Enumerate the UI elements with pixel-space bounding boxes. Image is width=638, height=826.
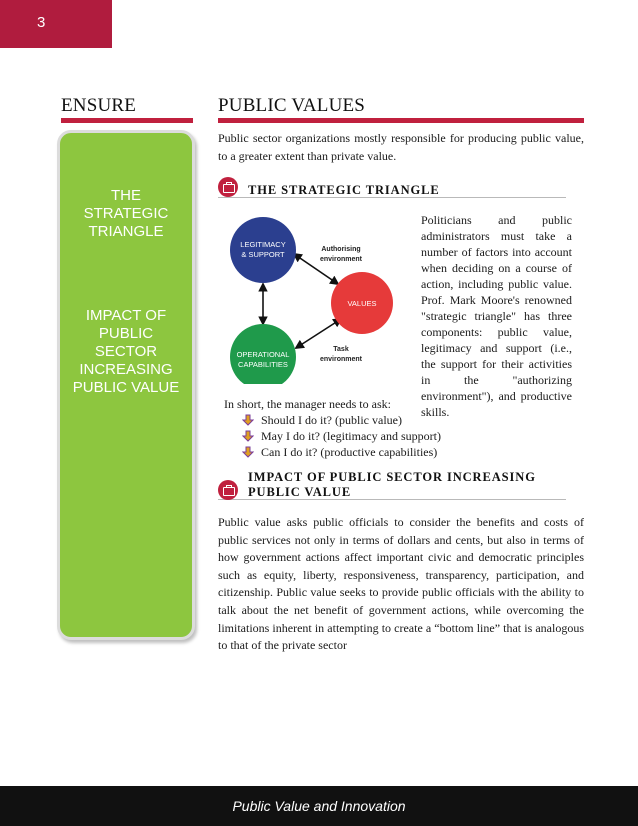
sidebar-item-line: IMPACT OF [85, 307, 167, 324]
sidebar-item-line: SECTOR [94, 343, 158, 360]
values-label: VALUES [347, 299, 377, 308]
task-environment-label: environment [319, 356, 363, 363]
task-arrow [296, 319, 341, 348]
legitimacy-label: LEGITIMACY [240, 240, 286, 249]
section-header-strategic-triangle [218, 176, 566, 198]
section-title-line: IMPACT OF PUBLIC SECTOR INCREASING [248, 470, 536, 484]
section-title: THE STRATEGIC TRIANGLE [248, 183, 440, 197]
list-item [242, 444, 441, 460]
section-title [248, 470, 536, 500]
sidebar-item-line: PUBLIC [98, 325, 154, 342]
page-title: PUBLIC VALUES [218, 95, 366, 116]
sidebar-item-strategic-triangle [60, 187, 192, 241]
sidebar-panel [57, 130, 195, 640]
impact-paragraph: Public value asks public officials to consider the benefits and costs of public services not only in terms of dollars and cents, but also in terms of how government actions affect important civic and democratic principles such as equity, liberty, responsiveness, transparency, participation, and citizenship. Public value seeks to provide public officials with the ability to talk about the net benefit of government actions, while overcoming the limitations inherent in attempting to create a “bottom line” that is analogous to that of the private sector [218, 515, 584, 653]
legitimacy-label: & SUPPORT [241, 250, 285, 259]
arrow-bullet-icon [242, 414, 254, 426]
section-title-line: PUBLIC VALUE [248, 485, 352, 499]
manager-intro: In short, the manager needs to ask: [224, 397, 391, 411]
task-environment-label: Task [333, 346, 349, 353]
operational-label: OPERATIONAL [236, 350, 290, 359]
page-number-tab [0, 0, 112, 48]
page-number: 3 [37, 14, 46, 31]
manager-questions-list [242, 412, 441, 460]
footer-bar [0, 786, 638, 826]
strategic-triangle-diagram [226, 214, 396, 384]
left-heading: ENSURE [61, 95, 137, 116]
authorising-environment-label: Authorising [321, 246, 361, 253]
operational-label: CAPABILITIES [238, 360, 288, 369]
list-item [242, 428, 441, 444]
sidebar-item-line: TRIANGLE [88, 223, 164, 240]
sidebar-item-line: STRATEGIC [83, 205, 169, 222]
sidebar-item-impact [60, 307, 192, 397]
briefcase-icon [218, 480, 238, 500]
sidebar-item-line: INCREASING [79, 361, 173, 378]
arrow-bullet-icon [242, 430, 254, 442]
footer-title: Public Value and Innovation [232, 798, 406, 814]
list-item-text: May I do it? (legitimacy and support) [261, 429, 441, 443]
list-item-text: Should I do it? (public value) [261, 413, 402, 427]
section-header-impact [218, 468, 566, 500]
list-item [242, 412, 441, 428]
sidebar-item-line: THE [111, 187, 141, 204]
authorising-environment-label: environment [319, 256, 363, 263]
left-heading-rule [61, 118, 193, 123]
sidebar-item-line: PUBLIC VALUE [72, 379, 180, 396]
list-item-text: Can I do it? (productive capabilities) [261, 445, 438, 459]
intro-paragraph: Public sector organizations mostly responsible for producing public value, to a greater extent than private value. [218, 131, 584, 163]
arrow-bullet-icon [242, 446, 254, 458]
title-rule [218, 118, 584, 123]
briefcase-icon [218, 177, 238, 197]
strategic-triangle-paragraph: Politicians and public administrators must take a number of factors into account when deciding on a course of action, including public value. Prof. Mark Moore's renowned "strategic triangle" has three components: public value, legitimacy and support (i.e., the support for their activities in the "authorizing environment"), and productive skills. [421, 213, 572, 419]
